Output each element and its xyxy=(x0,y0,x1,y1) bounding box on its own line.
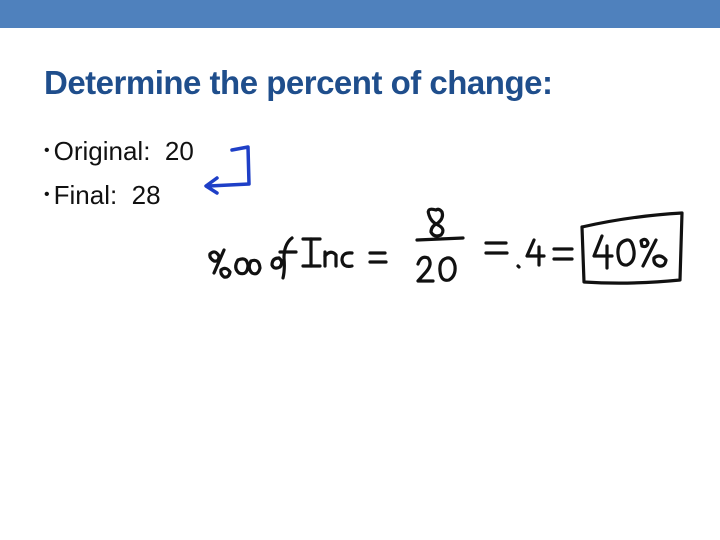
bullet-original-value: 20 xyxy=(164,136,194,166)
handwritten-decimal xyxy=(486,240,572,267)
handwritten-percent-lhs xyxy=(210,250,260,277)
bullet-dot-icon: • xyxy=(44,186,50,204)
handwritten-equation xyxy=(210,209,682,283)
bullet-original-label: Original: xyxy=(53,136,151,166)
bullet-final-value: 28 xyxy=(131,180,161,210)
handwritten-of xyxy=(272,238,296,278)
top-accent-bar xyxy=(0,0,720,28)
bullet-original xyxy=(44,134,194,178)
bullet-list xyxy=(44,134,194,222)
bullet-dot-icon: • xyxy=(44,142,50,160)
handwritten-answer-box xyxy=(582,213,682,283)
bullet-final-label: Final: xyxy=(53,180,118,210)
handwritten-inc xyxy=(303,239,352,266)
blue-arrow-icon xyxy=(206,147,249,193)
slide-title: Determine the percent of change: xyxy=(44,64,553,101)
bullet-final xyxy=(44,178,194,222)
handwritten-fraction xyxy=(417,209,463,281)
